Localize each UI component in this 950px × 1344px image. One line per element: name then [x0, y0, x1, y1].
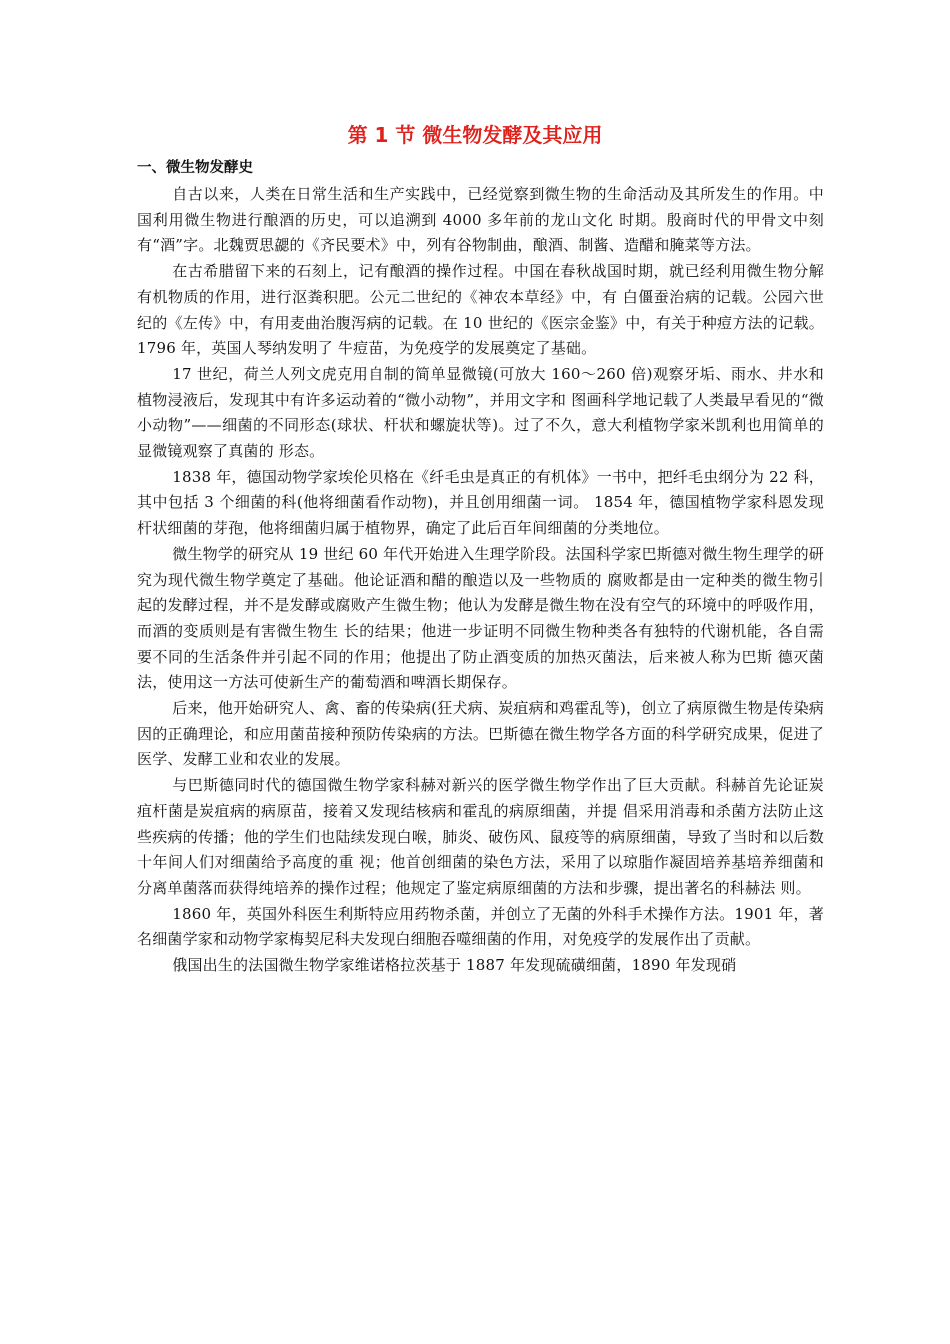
- paragraph-6: 后来，他开始研究人、禽、畜的传染病(狂犬病、炭疽病和鸡霍乱等)，创立了病原微生物是传染病因的正确理论，和应用菌苗接种预防传染病的方法。巴斯德在微生物学各方面的科学研究成果，促进了医学、发酵工业和农业的发展。: [137, 699, 824, 769]
- paragraph-3: 17 世纪，荷兰人列文虎克用自制的简单显微镜(可放大 160～260 倍)观察牙垢、雨水、井水和植物浸液后，发现其中有许多运动着的“微小动物”，并用文字和 图画科学地记载了人类最早看见的“微小动物”——细菌的不同形态(球状、杆状和螺旋状等)。过了不久，意大利植物学家米凯利也用简单的显微镜观察了真菌的 形态。: [137, 364, 824, 461]
- paragraph-5: 微生物学的研究从 19 世纪 60 年代开始进入生理学阶段。法国科学家巴斯德对微生物生理学的研究为现代微生物学奠定了基础。他论证酒和醋的酿造以及一些物质的 腐败都是由一定种类的微生物引起的发酵过程，并不是发酵或腐败产生微生物；他认为发酵是微生物在没有空气的环境中的呼吸作用，而酒的变质则是有害微生物生 长的结果；他进一步证明不同微生物种类各有独特的代谢机能，各自需要不同的生活条件并引起不同的作用；他提出了防止酒变质的加热灭菌法，后来被人称为巴斯 德灭菌法，使用这一方法可使新生产的葡萄酒和啤酒长期保存。: [137, 544, 824, 692]
- paragraph-4: 1838 年，德国动物学家埃伦贝格在《纤毛虫是真正的有机体》一书中，把纤毛虫纲分为 22 科，其中包括 3 个细菌的科(他将细菌看作动物)，并且创用细菌一词。 1854 年，德国植物学家科恩发现杆状细菌的芽孢，他将细菌归属于植物界，确定了此后百年间细菌的分类地位。: [137, 467, 824, 538]
- paragraph-2: 在古希腊留下来的石刻上，记有酿酒的操作过程。中国在春秋战国时期，就已经利用微生物分解有机物质的作用，进行沤粪积肥。公元二世纪的《神农本草经》中，有 白僵蚕治病的记载。公园六世纪的《左传》中，有用麦曲治腹泻病的记载。在 10 世纪的《医宗金鉴》中，有关于种痘方法的记载。1796 年，英国人琴纳发明了 牛痘苗，为免疫学的发展奠定了基础。: [137, 262, 824, 358]
- body-text: [137, 182, 824, 979]
- paragraph-1: 自古以来，人类在日常生活和生产实践中，已经觉察到微生物的生命活动及其所发生的作用。中国利用微生物进行酿酒的历史，可以追溯到 4000 多年前的龙山文化 时期。殷商时代的甲骨文中刻有“酒”字。北魏贾思勰的《齐民要术》中，列有谷物制曲，酿酒、制酱、造醋和腌菜等方法。: [137, 185, 824, 255]
- page-title: 第 1 节 微生物发酵及其应用: [347, 123, 603, 147]
- paragraph-8: 1860 年，英国外科医生利斯特应用药物杀菌，并创立了无菌的外科手术操作方法。1901 年，著名细菌学家和动物学家梅契尼科夫发现白细胞吞噬细菌的作用，对免疫学的发展作出了贡献。: [137, 904, 824, 949]
- section-heading: 一、微生物发酵史: [137, 160, 253, 176]
- paragraph-7: 与巴斯德同时代的德国微生物学家科赫对新兴的医学微生物学作出了巨大贡献。科赫首先论证炭疽杆菌是炭疽病的病原苗，接着又发现结核病和霍乱的病原细菌，并提 倡采用消毒和杀菌方法防止这些疾病的传播；他的学生们也陆续发现白喉，肺炎、破伤风、鼠疫等的病原细菌，导致了当时和以后数十年间人们对细菌给予高度的重 视；他首创细菌的染色方法，采用了以琼脂作凝固培养基培养细菌和分离单菌落而获得纯培养的操作过程；他规定了鉴定病原细菌的方法和步骤，提出著名的科赫法 则。: [137, 776, 824, 897]
- paragraph-9: 俄国出生的法国微生物学家维诺格拉茨基于 1887 年发现硫磺细菌，1890 年发现硝: [172, 956, 737, 975]
